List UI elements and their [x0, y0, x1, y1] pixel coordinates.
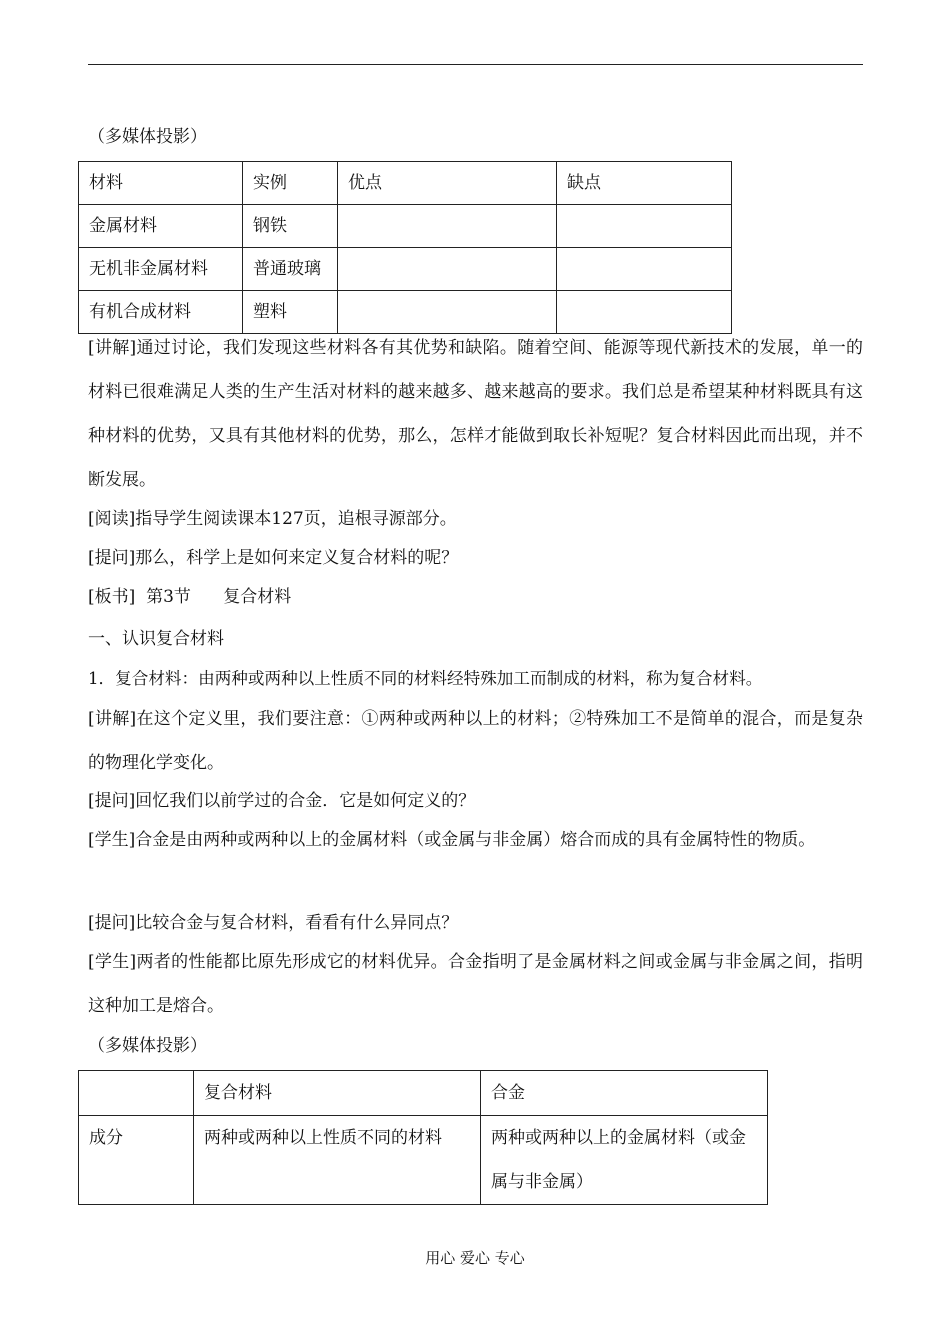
- table-header-row: [79, 1071, 768, 1116]
- paragraph-question-1: [提问]那么，科学上是如何来定义复合材料的呢？: [88, 548, 459, 568]
- paragraph-question-2: [提问]回忆我们以前学过的合金．它是如何定义的？: [88, 791, 476, 811]
- header-rule: [88, 64, 863, 65]
- materials-table: [78, 161, 732, 334]
- paragraph-definition: 1．复合材料：由两种或两种以上性质不同的材料经特殊加工而制成的材料，称为复合材料。: [88, 669, 763, 688]
- table-cell: 金属材料: [79, 205, 243, 248]
- table-cell: 两种或两种以上性质不同的材料: [194, 1116, 481, 1205]
- table-cell: 普通玻璃: [243, 248, 338, 291]
- table-row: [79, 248, 732, 291]
- projection-label-2: （多媒体投影）: [88, 1036, 207, 1056]
- table-header-row: [79, 162, 732, 205]
- table-cell: 塑料: [243, 291, 338, 334]
- table-cell: [557, 205, 732, 248]
- section-heading: 一、认识复合材料: [88, 629, 224, 649]
- projection-label-1: （多媒体投影）: [88, 127, 207, 147]
- table-cell: [557, 248, 732, 291]
- table-cell: 钢铁: [243, 205, 338, 248]
- table-cell: 有机合成材料: [79, 291, 243, 334]
- paragraph-explanation-1: [讲解]通过讨论，我们发现这些材料各有其优势和缺陷。随着空间、能源等现代新技术的发展，单一的材料已很难满足人类的生产生活对材料的越来越多、越来越高的要求。我们总是希望某种材料既具有这种材料的优势，又具有其他材料的优势，那么，怎样才能做到取长补短呢？复合材料因此而出现，并不断发展。: [88, 338, 863, 490]
- paragraph-blackboard: [板书] 第3节 复合材料: [88, 587, 292, 607]
- table-cell: 无机非金属材料: [79, 248, 243, 291]
- header-cell: 缺点: [557, 162, 732, 205]
- paragraph-student-2: [学生]两者的性能都比原先形成它的材料优异。合金指明了是金属材料之间或金属与非金属之间，指明这种加工是熔合。: [88, 952, 863, 1016]
- table-row: [79, 1116, 768, 1205]
- header-cell: 材料: [79, 162, 243, 205]
- header-cell: 优点: [338, 162, 557, 205]
- header-cell: 合金: [481, 1071, 768, 1116]
- header-cell: 复合材料: [194, 1071, 481, 1116]
- table-cell: 成分: [79, 1116, 194, 1205]
- page-footer: 用心 爱心 专心: [425, 1249, 525, 1267]
- paragraph-student-1: [学生]合金是由两种或两种以上的金属材料（或金属与非金属）熔合而成的具有金属特性的物质。: [88, 830, 816, 850]
- table-cell: 两种或两种以上的金属材料（或金属与非金属）: [481, 1116, 768, 1205]
- paragraph-explanation-2: [讲解]在这个定义里，我们要注意：①两种或两种以上的材料；②特殊加工不是简单的混合，而是复杂的物理化学变化。: [88, 709, 863, 773]
- table-cell: [338, 248, 557, 291]
- table-cell: [338, 205, 557, 248]
- table-row: [79, 205, 732, 248]
- paragraph-reading: [阅读]指导学生阅读课本127页，追根寻源部分。: [88, 509, 457, 529]
- header-cell: 实例: [243, 162, 338, 205]
- paragraph-question-3: [提问]比较合金与复合材料，看看有什么异同点？: [88, 913, 459, 933]
- comparison-table: [78, 1070, 768, 1205]
- header-cell: [79, 1071, 194, 1116]
